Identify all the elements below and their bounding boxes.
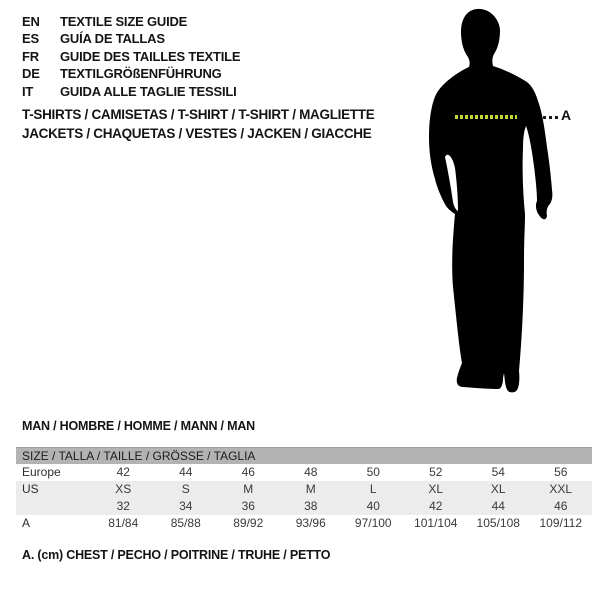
row-label: Europe [22, 465, 61, 479]
table-cell: XS [115, 482, 132, 496]
language-title: GUIDA ALLE TAGLIE TESSILI [60, 83, 237, 99]
table-cell: 34 [179, 499, 193, 513]
list-item [22, 65, 240, 82]
row-label: A [22, 516, 31, 530]
table-cell: 48 [304, 465, 318, 479]
table-cell: 36 [241, 499, 255, 513]
table-header-size: SIZE / TALLA / TAILLE / GRÖSSE / TAGLIA [16, 447, 592, 464]
language-code: ES [22, 31, 39, 47]
list-item [22, 13, 240, 30]
table-cell: 54 [491, 465, 505, 479]
language-code: DE [22, 66, 40, 82]
row-label [16, 498, 92, 515]
chest-measure-dash-line [455, 115, 517, 119]
language-title: GUÍA DE TALLAS [60, 31, 165, 47]
table-cell: 42 [116, 465, 130, 479]
footnote-chest-measure: A. (cm) CHEST / PECHO / POITRINE / TRUHE / PETTO [22, 548, 331, 562]
table-cell: 44 [179, 465, 193, 479]
section-title-man: MAN / HOMBRE / HOMME / MANN / MAN [22, 419, 255, 433]
table-cell: 40 [366, 499, 380, 513]
table-cell: M [243, 482, 254, 496]
table-cell: 105/108 [476, 516, 520, 530]
table-cell: 101/104 [414, 516, 458, 530]
table-cell: 32 [116, 499, 130, 513]
category-lines [22, 105, 374, 143]
table-cell: 44 [491, 499, 505, 513]
table-row-numeric [16, 498, 592, 515]
measure-label-a: A [561, 107, 572, 123]
table-cell: 46 [554, 499, 568, 513]
table-cell: 46 [241, 465, 255, 479]
table-cell: 97/100 [354, 516, 392, 530]
table-cell: 38 [304, 499, 318, 513]
size-table [16, 447, 592, 532]
list-item [22, 48, 240, 65]
list-item [22, 83, 240, 100]
table-cell: M [305, 482, 316, 496]
language-title: TEXTILGRÖßENFÜHRUNG [60, 66, 222, 82]
table-cell: 42 [429, 499, 443, 513]
language-list [22, 13, 240, 100]
table-row-europe [16, 464, 592, 481]
table-cell: 85/88 [170, 516, 201, 530]
table-row-chest-a [16, 515, 592, 532]
measure-leader-dashes [543, 116, 559, 119]
language-code: FR [22, 48, 39, 64]
table-cell: 109/112 [539, 516, 582, 530]
language-title: GUIDE DES TAILLES TEXTILE [60, 48, 241, 64]
category-line-tshirts: T-SHIRTS / CAMISETAS / T-SHIRT / T-SHIRT / MAGLIETTE [22, 107, 375, 122]
table-cell: 81/84 [108, 516, 139, 530]
table-cell: XL [428, 482, 444, 496]
table-row-us [16, 481, 592, 498]
category-line-jackets: JACKETS / CHAQUETAS / VESTES / JACKEN / GIACCHE [22, 126, 372, 141]
table-cell: L [369, 482, 377, 496]
table-cell: 50 [366, 465, 380, 479]
list-item [22, 30, 240, 47]
language-code: IT [22, 83, 34, 99]
man-silhouette-image [415, 0, 575, 410]
table-cell: 89/92 [233, 516, 264, 530]
table-cell: XXL [549, 482, 573, 496]
table-cell: S [181, 482, 190, 496]
table-cell: 93/96 [295, 516, 326, 530]
table-cell: XL [490, 482, 506, 496]
table-cell: 56 [554, 465, 568, 479]
row-label: US [22, 482, 39, 496]
table-cell: 52 [429, 465, 443, 479]
language-title: TEXTILE SIZE GUIDE [60, 14, 188, 29]
language-code: EN [22, 14, 40, 29]
